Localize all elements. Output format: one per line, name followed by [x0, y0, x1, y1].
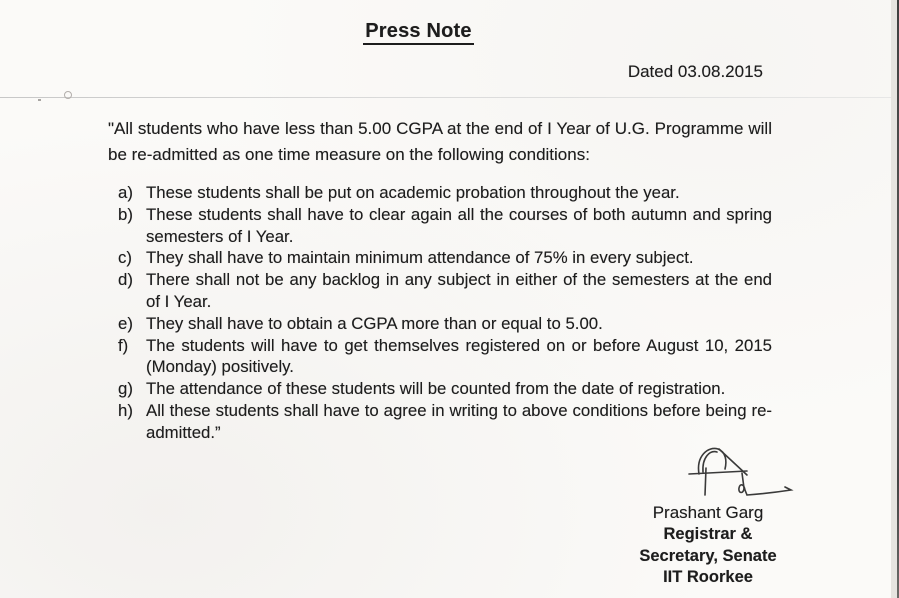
condition-text: The attendance of these students will be counted from the date of registration. — [146, 379, 726, 399]
condition-marker: d) — [118, 270, 133, 290]
condition-text: The students will have to get themselves registered on or before August 10, 2015 (Monday) positively. — [146, 335, 772, 377]
signature-block — [622, 444, 794, 589]
condition-text: They shall have to obtain a CGPA more than or equal to 5.00. — [146, 313, 603, 333]
condition-text: All these students shall have to agree in writing to above conditions before being re-admitted.” — [146, 400, 772, 442]
document-body — [108, 116, 772, 444]
condition-item — [108, 269, 772, 313]
condition-text: There shall not be any backlog in any subject in either of the semesters at the end of I Year. — [146, 270, 772, 311]
condition-marker: f) — [118, 335, 129, 355]
signer-name: Prashant Garg — [652, 503, 764, 522]
scan-speck-dot — [38, 99, 41, 101]
condition-marker: c) — [118, 248, 132, 268]
condition-marker: a) — [118, 183, 133, 202]
condition-text: These students shall be put on academic probation throughout the year. — [146, 183, 680, 202]
condition-item — [108, 204, 772, 248]
condition-item — [108, 182, 772, 204]
title-row — [0, 20, 899, 43]
signer-org: IIT Roorkee — [663, 568, 753, 586]
scan-speck-ring — [64, 91, 72, 99]
scan-artifact-line — [0, 97, 899, 98]
signer-title-registrar: Registrar & — [663, 525, 753, 543]
condition-item — [108, 335, 772, 379]
condition-item — [108, 247, 772, 269]
conditions-list — [108, 182, 772, 444]
page-title: Press Note — [363, 20, 474, 45]
intro-paragraph: "All students who have less than 5.00 CGPA at the end of I Year of U.G. Programme will be re-admitted as one time measure on the following conditions: — [108, 119, 772, 164]
condition-item — [108, 313, 772, 335]
signature-scribble-icon — [686, 444, 798, 500]
signer-title-secretary: Secretary, Senate — [639, 546, 777, 565]
condition-marker: g) — [118, 379, 133, 399]
condition-item — [108, 378, 772, 400]
condition-text: They shall have to maintain minimum attendance of 75% in every subject. — [146, 248, 694, 268]
condition-marker: e) — [118, 313, 133, 333]
condition-text: These students shall have to clear again all the courses of both autumn and spring semesters of I Year. — [146, 204, 772, 246]
condition-marker: b) — [118, 204, 133, 224]
condition-item — [108, 400, 772, 444]
date-line: Dated 03.08.2015 — [627, 62, 763, 81]
condition-marker: h) — [118, 400, 133, 420]
